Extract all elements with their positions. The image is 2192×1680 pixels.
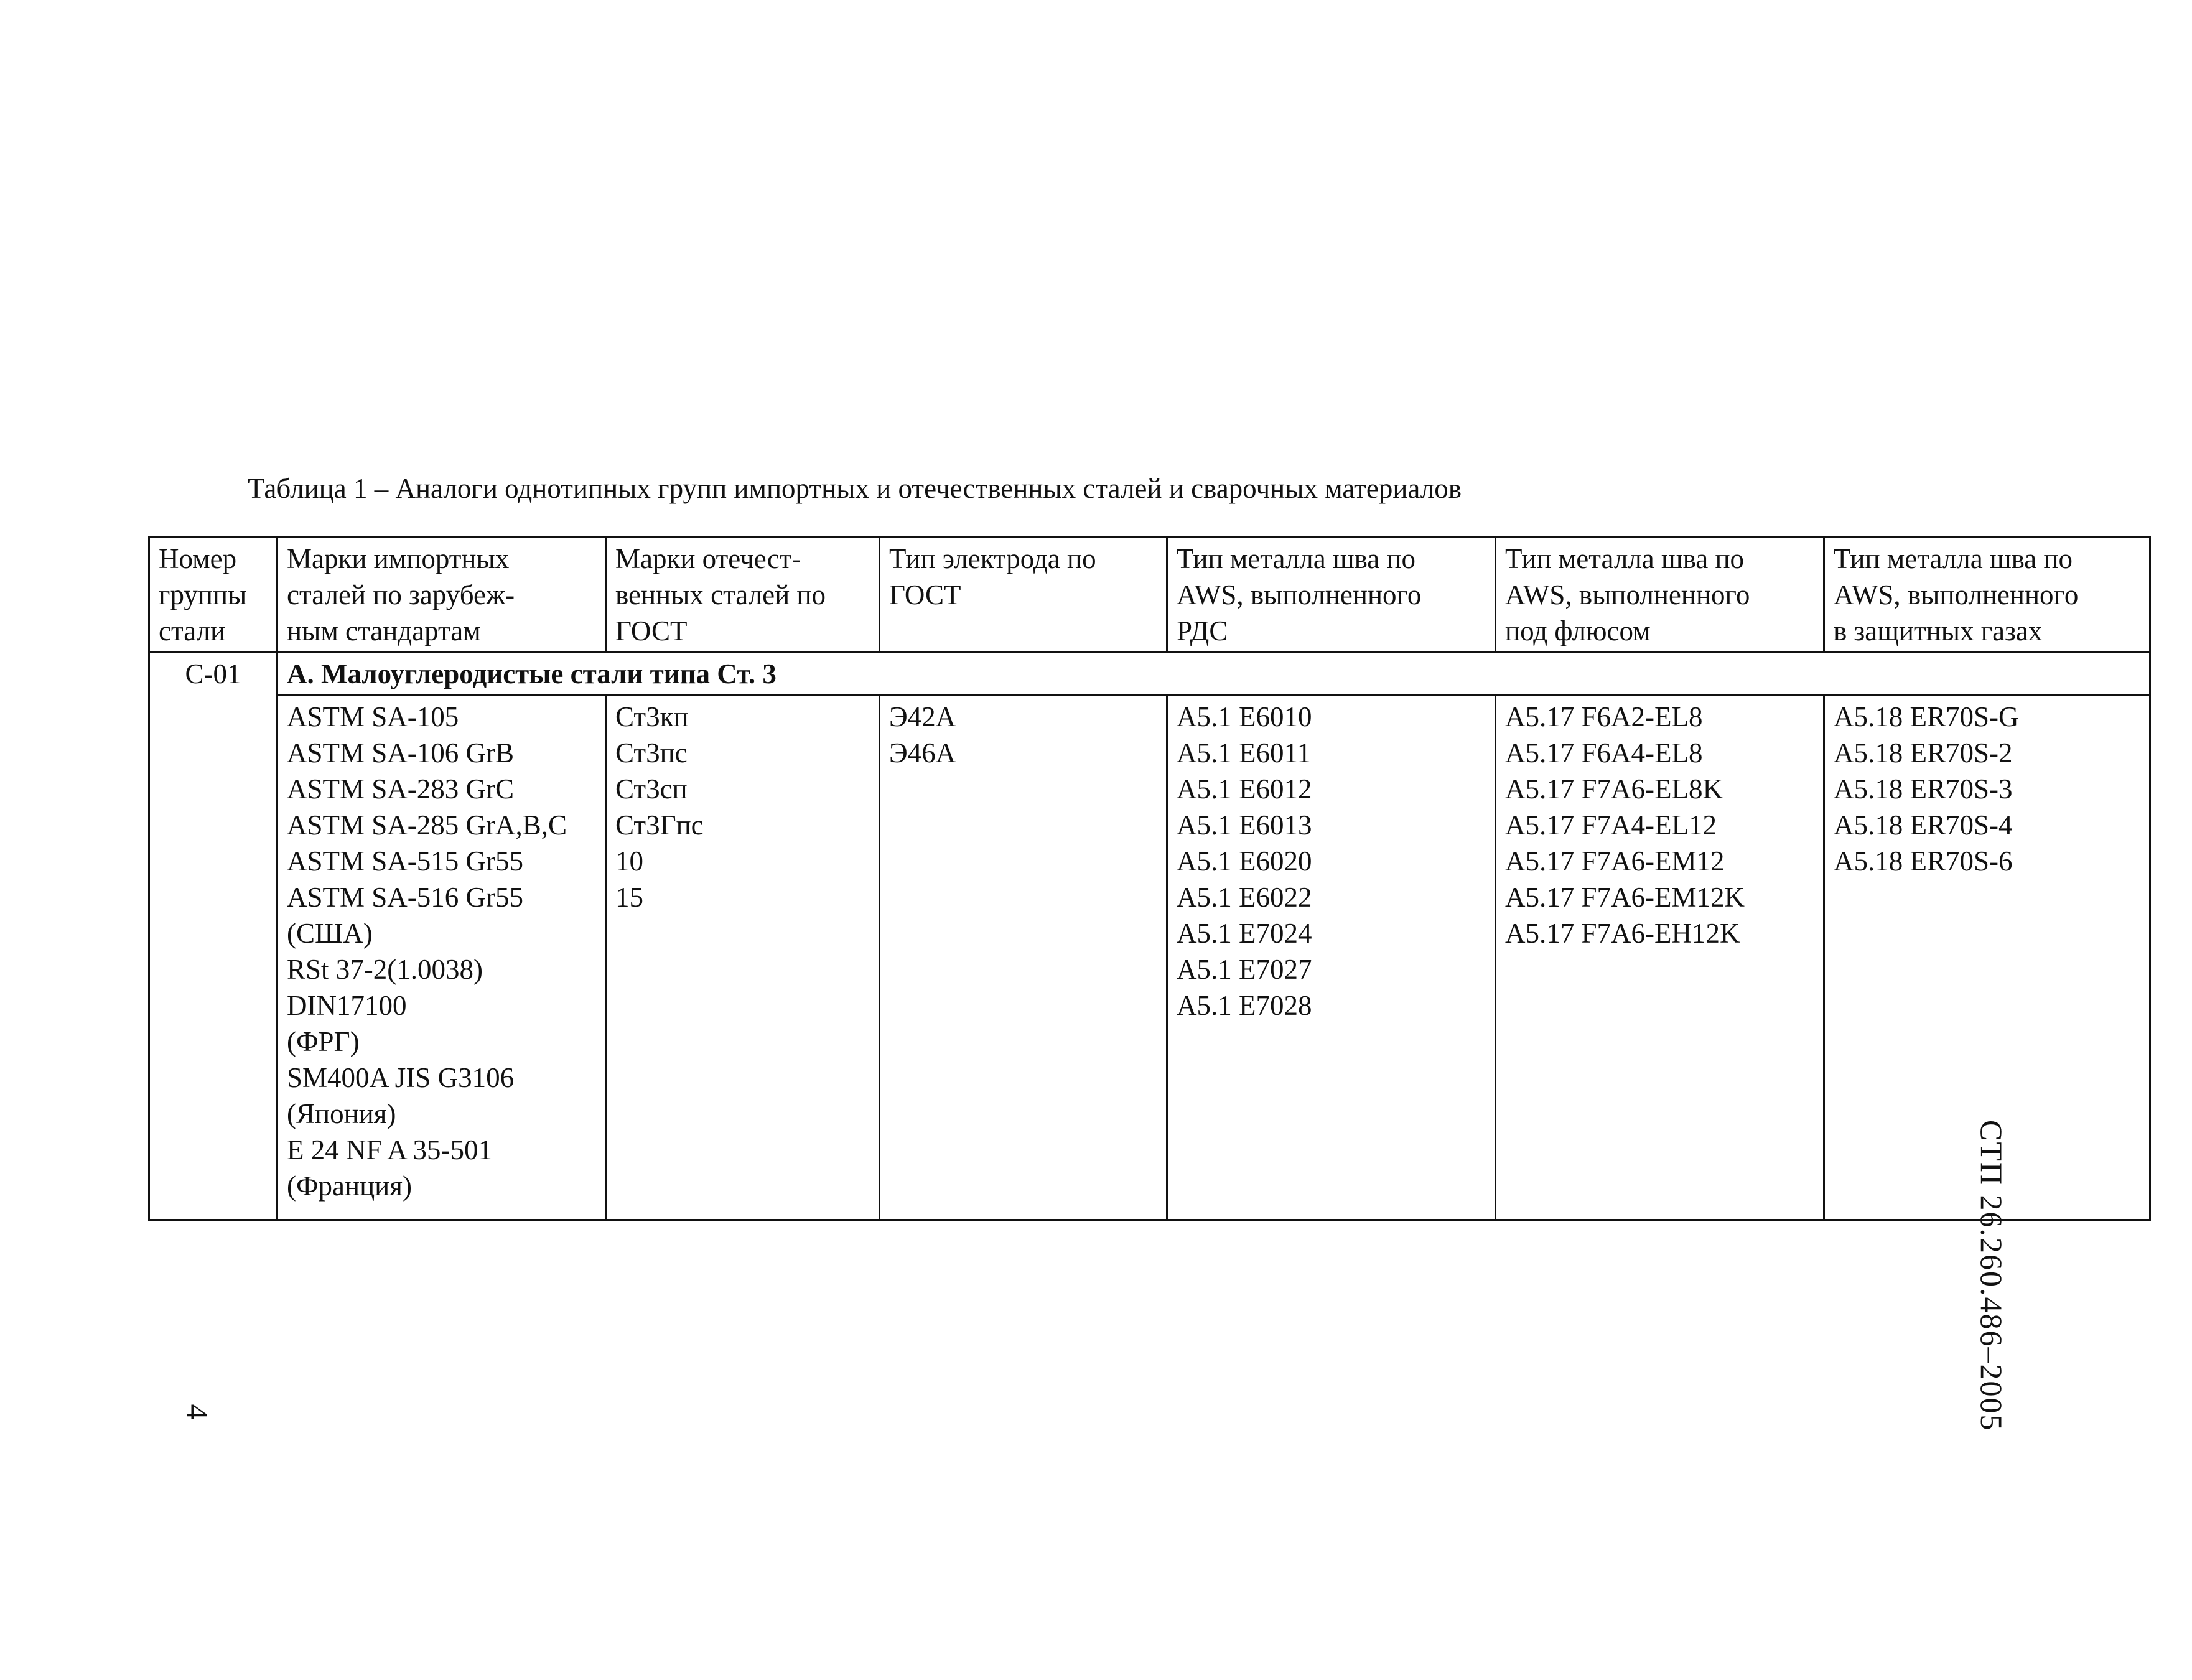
aws-flux-cell — [1496, 696, 1824, 1220]
section-title: А. Малоуглеродистые стали типа Ст. 3 — [277, 653, 2150, 696]
cell-line: 10 — [615, 846, 643, 877]
table-caption: Таблица 1 – Аналоги однотипных групп импортных и отечественных сталей и сварочных материалов — [248, 473, 1462, 504]
cell-line: РДС — [1177, 615, 1228, 646]
header-aws-gas — [1824, 538, 2150, 653]
header-group-number — [149, 538, 277, 653]
cell-line: A5.17 F7A6-EH12K — [1505, 918, 1740, 949]
cell-line: Ст3пс — [615, 737, 688, 768]
cell-line: A5.1 E7024 — [1177, 918, 1312, 949]
steel-analogs-table — [148, 536, 2151, 1221]
table-header-row — [149, 538, 2150, 653]
cell-line: ASTM SA-283 GrC — [287, 773, 515, 805]
cell-line: A5.17 F7A6-EM12 — [1505, 846, 1725, 877]
domestic-grades-cell — [606, 696, 880, 1220]
cell-line: DIN17100 — [287, 990, 407, 1021]
cell-line: E 24 NF A 35-501 — [287, 1134, 493, 1165]
document-code: СТП 26.260.486–2005 — [1974, 1120, 2009, 1432]
cell-line: в защитных газах — [1834, 615, 2043, 646]
cell-line: A5.17 F6A2-EL8 — [1505, 701, 1703, 732]
section-row — [149, 653, 2150, 696]
cell-line: Тип металла шва по — [1505, 543, 1745, 574]
aws-rds-cell — [1167, 696, 1496, 1220]
cell-line: A5.1 E7027 — [1177, 954, 1312, 985]
imported-grades-cell — [277, 696, 606, 1220]
cell-line: ным стандартам — [287, 615, 481, 646]
cell-line: A5.1 E6010 — [1177, 701, 1312, 732]
cell-line: (ФРГ) — [287, 1026, 360, 1057]
cell-line: AWS, выполненного — [1834, 579, 2079, 610]
cell-line: SM400A JIS G3106 — [287, 1062, 515, 1093]
group-number-cell: С-01 — [149, 653, 277, 1220]
cell-line: Э42А — [889, 701, 956, 732]
cell-line: Марки импортных — [287, 543, 510, 574]
cell-line: A5.1 E6022 — [1177, 882, 1312, 913]
cell-line: A5.1 E6011 — [1177, 737, 1311, 768]
cell-line: RSt 37-2(1.0038) — [287, 954, 483, 985]
cell-line: AWS, выполненного — [1505, 579, 1750, 610]
cell-line: A5.17 F7A4-EL12 — [1505, 810, 1717, 841]
cell-line: Ст3сп — [615, 773, 688, 805]
cell-line: Ст3кп — [615, 701, 689, 732]
cell-line: A5.18 ER70S-3 — [1834, 773, 2013, 805]
cell-line: ASTM SA-516 Gr55 — [287, 882, 524, 913]
cell-line: A5.17 F7A6-EL8K — [1505, 773, 1723, 805]
cell-line: сталей по зарубеж- — [287, 579, 515, 610]
cell-line: Ст3Гпс — [615, 810, 704, 841]
cell-line: ASTM SA-285 GrA,B,C — [287, 810, 567, 841]
cell-line: A5.18 ER70S-G — [1834, 701, 2019, 732]
cell-line: 15 — [615, 882, 643, 913]
cell-line: (Франция) — [287, 1170, 412, 1202]
table-row — [149, 696, 2150, 1220]
electrode-type-cell — [880, 696, 1167, 1220]
cell-line: Марки отечест- — [615, 543, 801, 574]
cell-line: ASTM SA-105 — [287, 701, 459, 732]
cell-line: Э46А — [889, 737, 956, 768]
header-domestic-grades — [606, 538, 880, 653]
header-aws-rds — [1167, 538, 1496, 653]
cell-line: Тип металла шва по — [1177, 543, 1416, 574]
cell-line: ГОСТ — [889, 579, 961, 610]
cell-line: (США) — [287, 918, 373, 949]
cell-line: ASTM SA-515 Gr55 — [287, 846, 524, 877]
cell-line: ASTM SA-106 GrB — [287, 737, 515, 768]
cell-line: Тип электрода по — [889, 543, 1096, 574]
cell-line: A5.18 ER70S-2 — [1834, 737, 2013, 768]
cell-line: A5.1 E7028 — [1177, 990, 1312, 1021]
cell-line: стали — [159, 615, 226, 646]
header-imported-grades — [277, 538, 606, 653]
cell-line: AWS, выполненного — [1177, 579, 1422, 610]
header-electrode-type — [880, 538, 1167, 653]
cell-line: (Япония) — [287, 1098, 396, 1129]
page-number: 4 — [180, 1404, 215, 1420]
cell-line: A5.17 F7A6-EM12K — [1505, 882, 1745, 913]
cell-line: Тип металла шва по — [1834, 543, 2073, 574]
cell-line: венных сталей по — [615, 579, 826, 610]
cell-line: A5.1 E6013 — [1177, 810, 1312, 841]
cell-line: под флюсом — [1505, 615, 1651, 646]
cell-line: A5.18 ER70S-6 — [1834, 846, 2013, 877]
cell-line: A5.1 E6020 — [1177, 846, 1312, 877]
cell-line: ГОСТ — [615, 615, 688, 646]
cell-line: A5.17 F6A4-EL8 — [1505, 737, 1703, 768]
header-aws-flux — [1496, 538, 1824, 653]
cell-line: группы — [159, 579, 247, 610]
cell-line: A5.18 ER70S-4 — [1834, 810, 2013, 841]
cell-line: Номер — [159, 543, 237, 574]
cell-line: A5.1 E6012 — [1177, 773, 1312, 805]
